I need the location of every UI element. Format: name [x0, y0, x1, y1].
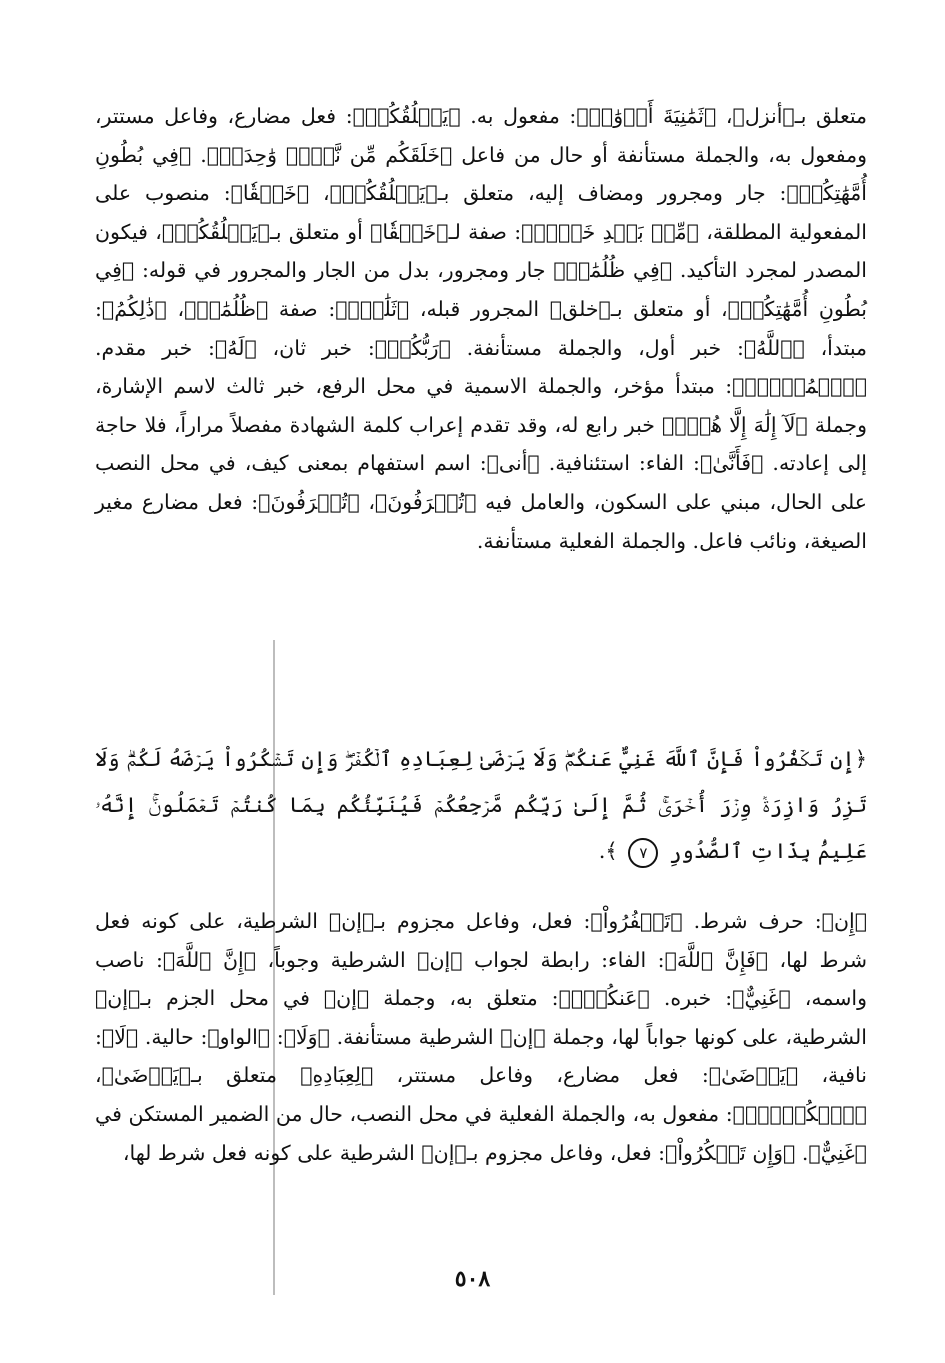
verse-number-marker: ٧: [628, 838, 658, 868]
verse-close: ﴾.: [598, 839, 618, 863]
commentary-paragraph-2: ﴿إِن﴾: حرف شرط. ﴿تَكۡفُرُواْ﴾: فعل، وفاعل مجزوم بـ﴿إن﴾ الشرطية، على كونه فعل شرط لها، ﴿فَإِنَّ ٱللَّهَ﴾: الفاء: رابطة لجواب ﴿إن﴾ الشرطية وجوباً، ﴿إِنَّ ٱللَّهَ﴾: ناصب واسمه، ﴿غَنِيٌّ﴾: خبره. ﴿عَنكُمۡۖ﴾: متعلق به، وجملة ﴿إن﴾ في محل الجزم بـ﴿إن﴾ الشرطية، على كونها جواباً لها، وجملة ﴿إن﴾ الشرطية مستأنفة. ﴿وَلَا﴾: ﴿الواو﴾: حالية. ﴿لَا﴾: نافية، ﴿يَرۡضَىٰ﴾: فعل مضارع، وفاعل مستتر، ﴿لِعِبَادِهِ﴾ متعلق بـ﴿يَرۡضَىٰ﴾، ﴿ٱلۡكُفۡرَۖ﴾: مفعول به، والجملة الفعلية في محل النصب، حال من الضمير المستكن في ﴿غَنِيٌّ﴾. ﴿وَإِن تَشۡكُرُواْ﴾: فعل، وفاعل مجزوم بـ﴿إن﴾ الشرطية على كونه فعل شرط لها،: [95, 909, 867, 1165]
quran-verse: [95, 736, 867, 874]
page-number: ٥٠٨: [454, 1266, 491, 1292]
verse-text: ﴿إِن تَكۡفُرُواْ فَإِنَّ ٱللَّهَ غَنِيٌّ عَنكُمۡۖ وَلَا يَرۡضَىٰ لِعِبَادِهِ ٱلۡكُفۡرَۖ وَإِن تَشۡكُرُواْ يَرۡضَهُ لَكُمۡۗ وَلَا تَزِرُ وَازِرَةٞ وِزۡرَ أُخۡرَىٰۚ ثُمَّ إِلَىٰ رَبِّكُم مَّرۡجِعُكُمۡ فَيُنَبِّئُكُم بِمَا كُنتُمۡ تَعۡمَلُونَۚ إِنَّهُۥ عَلِيمُۢ بِذَاتِ ٱلصُّدُورِ: [95, 747, 867, 863]
commentary-paragraph-1: متعلق بـ﴿أنزل﴾، ﴿ثَمَٰنِيَةَ أَزۡوَٰجٖ﴾: مفعول به. ﴿يَخۡلُقُكُمۡ﴾: فعل مضارع، وفاعل مستتر، ومفعول به، والجملة مستأنفة أو حال من فاعل ﴿خَلَقَكُم مِّن نَّفۡسٖ وَٰحِدَةٖ﴾. ﴿فِي بُطُونِ أُمَّهَٰتِكُمۡ﴾: جار ومجرور ومضاف إليه، متعلق بـ﴿يَخۡلُقُكُمۡ﴾، ﴿خَلۡقٗا﴾: منصوب على المفعولية المطلقة، ﴿مِّنۢ بَعۡدِ خَلۡقٖ﴾: صفة لـ﴿خَلۡقٗا﴾ أو متعلق بـ﴿يَخۡلُقُكُمۡ﴾، فيكون المصدر لمجرد التأكيد. ﴿فِي ظُلُمَٰتٖ﴾ جار ومجرور، بدل من الجار والمجرور في قوله: ﴿فِي بُطُونِ أُمَّهَٰتِكُمۡ﴾، أو متعلق بـ﴿خلق﴾ المجرور قبله، ﴿ثَلَٰثٖۚ﴾: صفة ﴿ظُلُمَٰتٖ﴾، ﴿ذَٰلِكُمُ﴾: مبتدأ، ﴿ٱللَّهُ﴾: خبر أول، والجملة مستأنفة. ﴿رَبُّكُمۡ﴾: خبر ثان، ﴿لَهُ﴾: خبر مقدم. ﴿ٱلۡمُلۡكُۖ﴾: مبتدأ مؤخر، والجملة الاسمية في محل الرفع، خبر ثالث لاسم الإشارة، وجملة ﴿لَآ إِلَٰهَ إِلَّا هُوَۖ﴾ خبر رابع له، وقد تقدم إعراب كلمة الشهادة مفصلاً مراراً، فلا حاجة إلى إعادته. ﴿فَأَنَّىٰ﴾: الفاء: استئنافية. ﴿أنى﴾: اسم استفهام بمعنى كيف، في محل النصب على الحال، مبني على السكون، والعامل فيه ﴿تُصۡرَفُونَ﴾، ﴿تُصۡرَفُونَ﴾: فعل مضارع مغير الصيغة، ونائب فاعل. والجملة الفعلية مستأنفة.: [95, 104, 867, 553]
